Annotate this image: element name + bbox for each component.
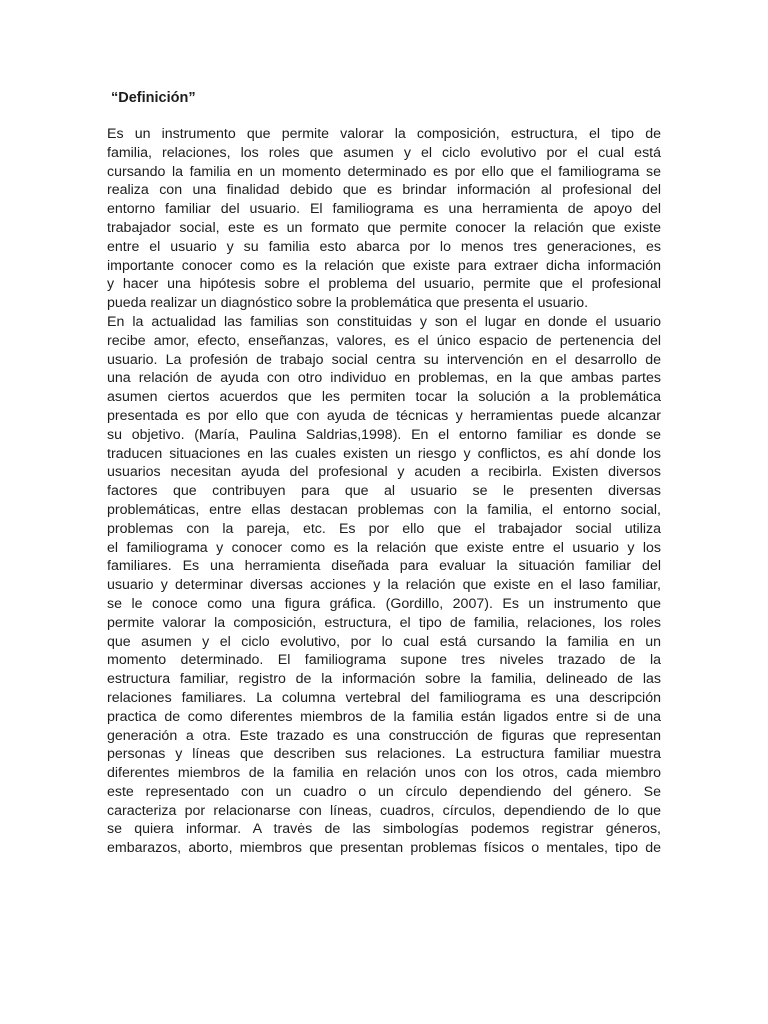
text-line: usuario. La profesión de trabajo social centra su intervención en el desarrollo de (107, 351, 661, 368)
text-line: estructura familiar, registro de la información sobre la familia, delineado de las (107, 671, 661, 688)
text-line: se quiera informar. A travės de las simbologías podemos registrar géneros, (107, 821, 661, 838)
text-line: generación a otra. Este trazado es una construcción de figuras que representan (107, 727, 661, 744)
text-line: familiares. Es una herramienta diseñada para evaluar la situación familiar del (107, 558, 661, 575)
text-line: realiza con una finalidad debido que es brindar información al profesional del (107, 182, 661, 199)
text-line: diferentes miembros de la familia en relación unos con los otros, cada miembro (107, 765, 661, 782)
text-line: traducen situaciones en las cuales existen un riesgo y conflictos, es ahí donde los (107, 445, 661, 462)
text-line: pueda realizar un diagnóstico sobre la problemática que presenta el usuario. (107, 295, 589, 312)
text-line: En la actualidad las familias son constituidas y son el lugar en donde el usuario (107, 313, 661, 330)
page-title: “Definición” (111, 90, 196, 106)
text-line: Es un instrumento que permite valorar la composición, estructura, el tipo de (107, 126, 661, 142)
text-line: y hacer una hipótesis sobre el problema del usuario, permite que el profesional (107, 276, 661, 293)
text-line: problemáticas, entre ellas destacan problemas con la familia, el entorno social, (107, 501, 661, 518)
text-line: personas y líneas que describen sus relaciones. La estructura familiar muestra (107, 746, 661, 763)
text-line: el familiograma y conocer como es la relación que existe entre el usuario y los (107, 539, 661, 556)
text-line: importante conocer como es la relación que existe para extraer dicha información (107, 257, 661, 274)
text-line: este representado con un cuadro o un círculo dependiendo del género. Se (107, 783, 661, 800)
text-line: recibe amor, efecto, enseñanzas, valores, es el único espacio de pertenencia del (107, 332, 661, 349)
text-line: problemas con la pareja, etc. Es por ello que el trabajador social utiliza (107, 520, 661, 537)
paragraph-family-context (107, 313, 661, 858)
text-line: presentada es por ello que con ayuda de técnicas y herramientas puede alcanzar (107, 407, 661, 424)
text-line: trabajador social, este es un formato que permite conocer la relación que existe (107, 219, 661, 236)
text-line: que asumen y el ciclo evolutivo, por lo cual está cursando la familia en un (107, 633, 661, 650)
text-line: una relación de ayuda con otro individuo en problemas, en la que ambas partes (107, 370, 661, 387)
paragraph-definition-intro (107, 125, 661, 313)
text-line: usuarios necesitan ayuda del profesional y acuden a recibirla. Existen diversos (107, 464, 661, 481)
text-line: usuario y determinar diversas acciones y la relación que existe en el laso familiar, (107, 577, 661, 594)
text-line: entre el usuario y su familia esto abarca por lo menos tres generaciones, es (107, 238, 661, 255)
document-body (107, 125, 661, 858)
text-line: asumen ciertos acuerdos que les permiten tocar la solución a la problemática (107, 389, 661, 406)
text-line: momento determinado. El familiograma supone tres niveles trazado de la (107, 652, 661, 669)
text-line: entorno familiar del usuario. El familiograma es una herramienta de apoyo del (107, 201, 661, 218)
text-line: cursando la familia en un momento determinado es por ello que el familiograma se (107, 163, 661, 180)
text-line: familia, relaciones, los roles que asumen y el ciclo evolutivo por el cual está (107, 144, 661, 161)
text-line: se le conoce como una figura gráfica. (Gordillo, 2007). Es un instrumento que (107, 595, 661, 612)
text-line: practica de como diferentes miembros de la familia están ligados entre si de una (107, 708, 661, 725)
text-line: su objetivo. (María, Paulina Saldrias,1998). En el entorno familiar es donde se (107, 426, 661, 443)
text-line: factores que contribuyen para que al usuario se le presenten diversas (107, 483, 661, 500)
text-line: embarazos, aborto, miembros que presentan problemas físicos o mentales, tipo de (107, 840, 661, 857)
text-line: relaciones familiares. La columna vertebral del familiograma es una descripción (107, 689, 661, 706)
text-line: caracteriza por relacionarse con líneas, cuadros, círculos, dependiendo de lo que (107, 802, 661, 819)
text-line: permite valorar la composición, estructura, el tipo de familia, relaciones, los roles (107, 614, 661, 631)
